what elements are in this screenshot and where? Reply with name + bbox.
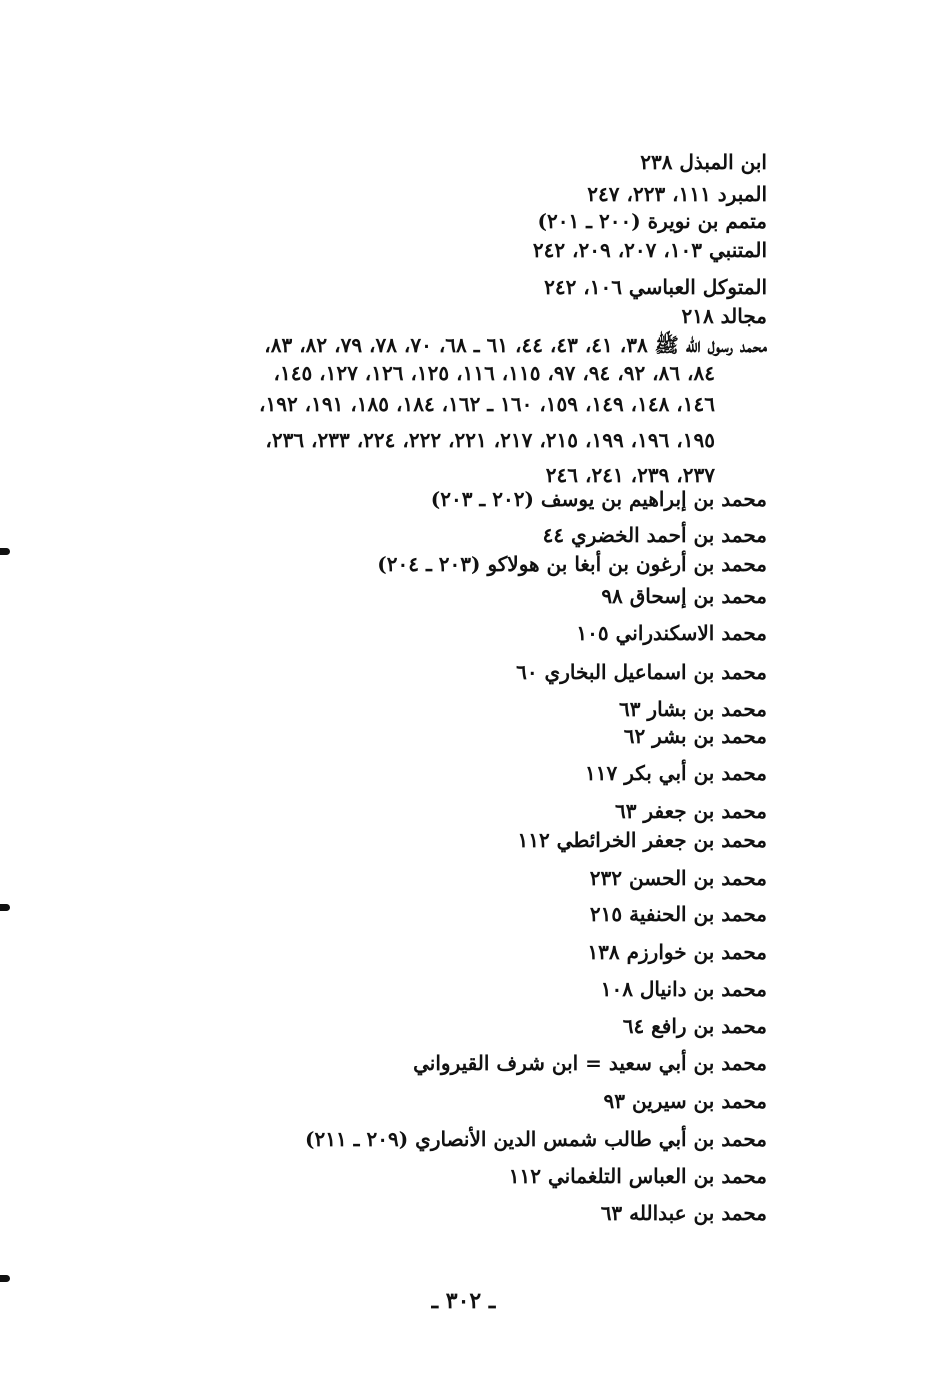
scan-edge-mark (0, 1275, 10, 1282)
index-entry: محمد بن سيرين ٩٣ (603, 1089, 767, 1113)
index-entry: مجالد ٢١٨ (681, 304, 767, 328)
index-entry-continuation: ٨٤، ٨٦، ٩٢، ٩٤، ٩٧، ١١٥، ١١٦، ١٢٥، ١٢٦، ١٢٧، ١٤٥، (273, 361, 715, 385)
index-entry: محمد بن أبي طالب شمس الدين الأنصاري (٢٠٩ ـ ٢١١) (305, 1127, 767, 1151)
index-entry: محمد بن أبي سعيد = ابن شرف القيرواني (413, 1051, 767, 1075)
index-entry: محمد بن رافع ٦٤ (622, 1014, 767, 1038)
index-entry: المتنبي ١٠٣، ٢٠٧، ٢٠٩، ٢٤٢ (532, 238, 767, 262)
index-entry: محمد بن إبراهيم بن يوسف (٢٠٢ ـ ٢٠٣) (430, 487, 767, 511)
index-entry: محمد بن بشار ٦٣ (618, 697, 767, 721)
index-entry: محمد بن جعفر الخرائطي ١١٢ (517, 828, 767, 852)
index-entry: محمد بن اسماعيل البخاري ٦٠ (516, 660, 767, 684)
scan-edge-mark (0, 548, 10, 555)
index-entry: محمد بن العباس التلغماني ١١٢ (508, 1164, 767, 1188)
index-entry: محمد بن أرغون بن أبغا بن هولاكو (٢٠٣ ـ ٢٠٤) (377, 552, 767, 576)
scan-edge-mark (0, 904, 10, 911)
index-entry: محمد بن دانيال ١٠٨ (600, 977, 767, 1001)
index-entry: محمد بن أبي بكر ١١٧ (585, 761, 767, 785)
index-entry: محمد بن عبدالله ٦٣ (600, 1201, 767, 1225)
index-entry: المبرد ١١١، ٢٢٣، ٢٤٧ (587, 182, 767, 206)
page-number: ـ ٣٠٢ ـ (431, 1288, 496, 1314)
index-entry-continuation: ١٤٦، ١٤٨، ١٤٩، ١٥٩، ١٦٠ ـ ١٦٢، ١٨٤، ١٨٥، ١٩١، ١٩٢، (259, 392, 715, 416)
index-entry: محمد بن الحنفية ٢١٥ (589, 902, 767, 926)
index-entry: ابن المبذل ٢٣٨ (640, 150, 767, 174)
index-entry: محمد بن أحمد الخضري ٤٤ (542, 523, 767, 547)
index-entry: محمد بن الحسن ٢٣٢ (589, 866, 767, 890)
index-entry-continuation: ٢٣٧، ٢٣٩، ٢٤١، ٢٤٦ (545, 463, 715, 487)
index-entry: محمد بن جعفر ٦٣ (614, 799, 767, 823)
index-entry: متمم بن نويرة (٢٠٠ ـ ٢٠١) (537, 209, 767, 233)
index-entry: محمد بن إسحاق ٩٨ (601, 584, 767, 608)
index-entry: محمد رسول الله ﷺ ٣٨، ٤١، ٤٣، ٤٤، ٦١ ـ ٦٨، ٧٠، ٧٨، ٧٩، ٨٢، ٨٣، (264, 333, 767, 357)
index-entry-continuation: ١٩٥، ١٩٦، ١٩٩، ٢١٥، ٢١٧، ٢٢١، ٢٢٢، ٢٢٤، ٢٣٣، ٢٣٦، (265, 428, 715, 452)
index-entry: محمد بن بشر ٦٢ (623, 724, 767, 748)
index-entry: محمد بن خوارزم ١٣٨ (587, 940, 767, 964)
index-entry: محمد الاسكندراني ١٠٥ (576, 621, 767, 645)
index-entry: المتوكل العباسي ١٠٦، ٢٤٢ (544, 275, 767, 299)
